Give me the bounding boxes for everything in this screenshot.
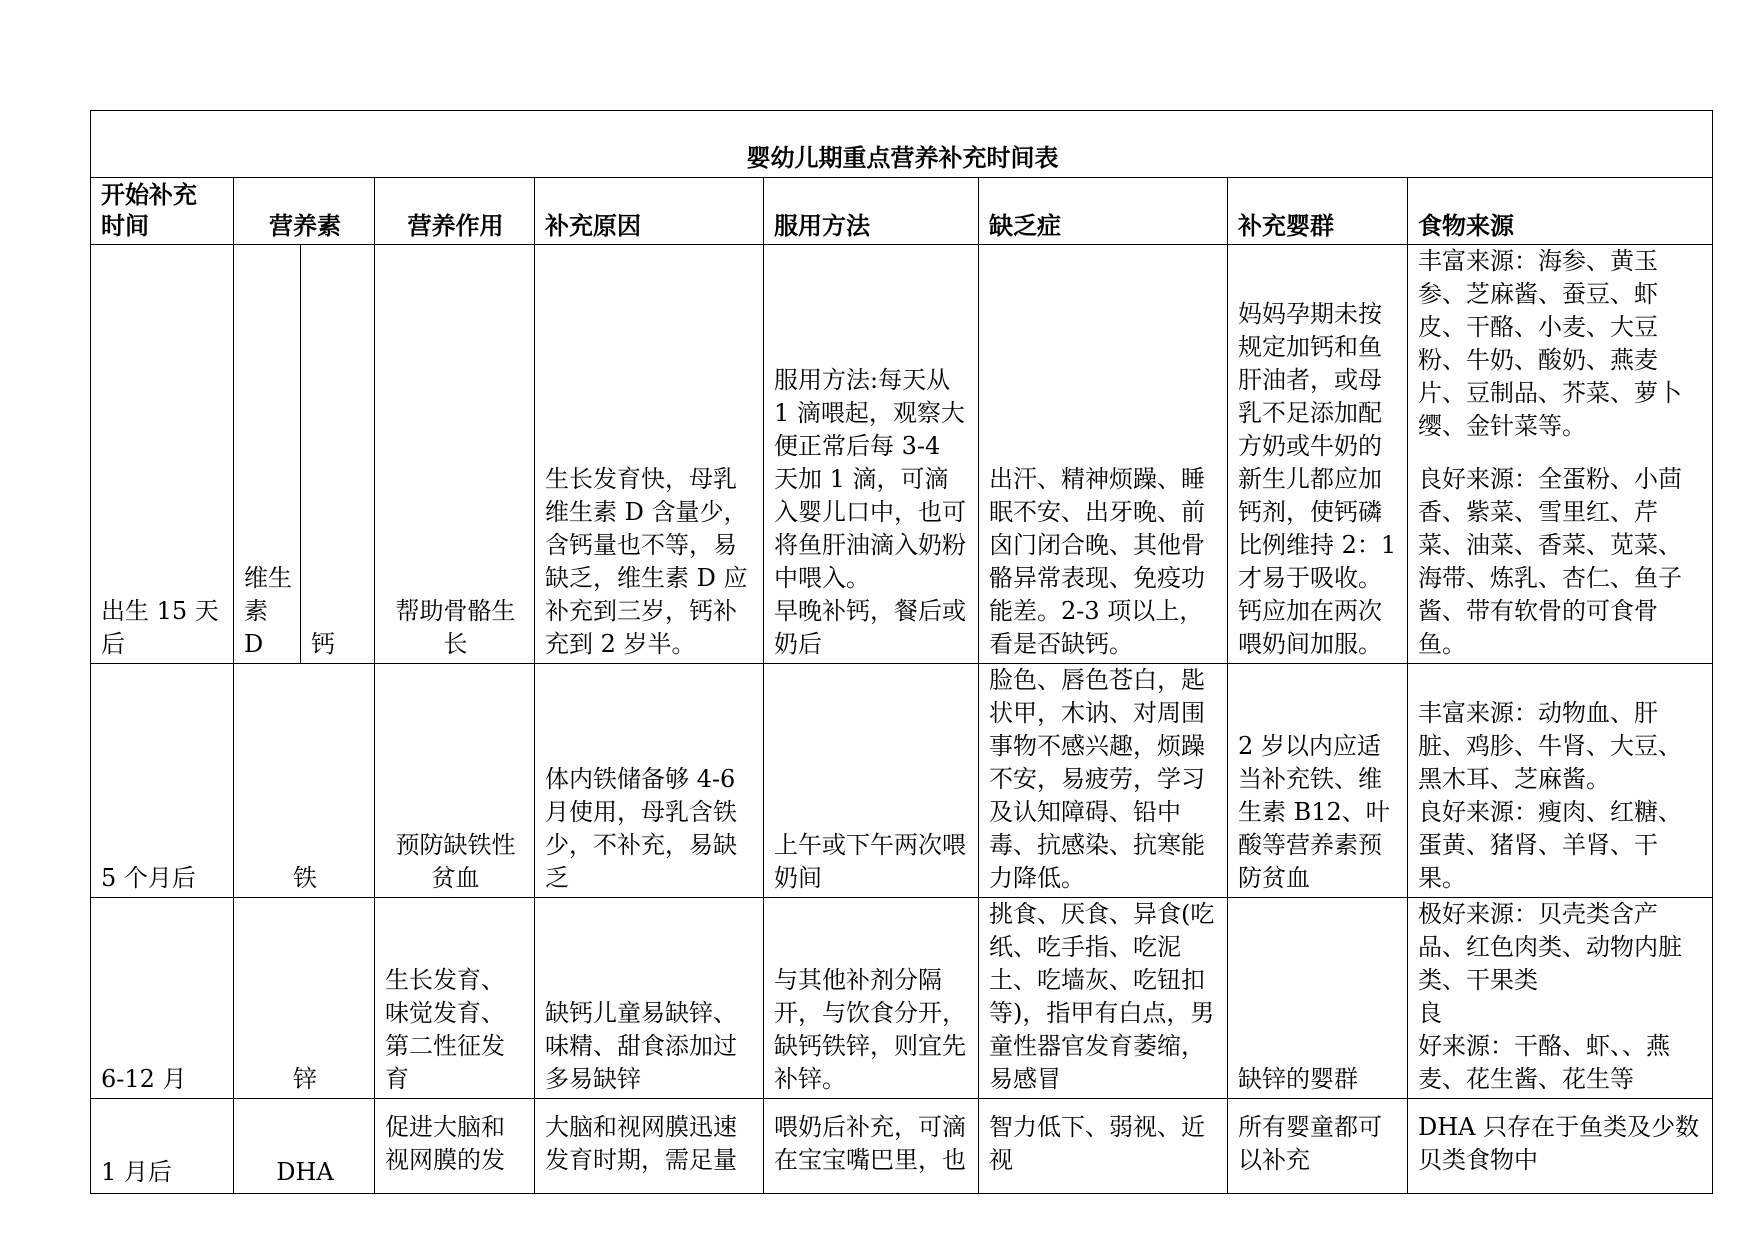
food-source-cell: DHA 只存在于鱼类及少数贝类食物中 bbox=[1408, 1099, 1713, 1194]
reason-cell: 大脑和视网膜迅速发育时期，需足量 bbox=[535, 1099, 764, 1194]
header-reason: 补充原因 bbox=[535, 178, 764, 245]
function-cell: 生长发育、 味觉发育、 第二性征发育 bbox=[375, 898, 535, 1099]
function-cell: 预防缺铁性贫血 bbox=[375, 664, 535, 898]
method-cell: 与其他补剂分隔开，与饮食分开，缺钙铁锌，则宜先补锌。 bbox=[764, 898, 979, 1099]
target-group-cell: 妈妈孕期未按规定加钙和鱼肝油者，或母乳不足添加配方奶或牛奶的新生儿都应加钙剂，使钙磷比例维持 2：1 才易于吸收。钙应加在两次喂奶间加服。 bbox=[1228, 245, 1408, 664]
header-target-group: 补充婴群 bbox=[1228, 178, 1408, 245]
method-cell: 上午或下午两次喂奶间 bbox=[764, 664, 979, 898]
nutrient-cell: 钙 bbox=[301, 245, 375, 664]
food-source-cell: 丰富来源：海参、黄玉参、芝麻酱、蚕豆、虾皮、干酪、小麦、大豆粉、牛奶、酸奶、燕麦片、豆制品、芥菜、萝卜缨、金针菜等。 良好来源：全蛋粉、小茴香、紫菜、雪里红、芹菜、油菜、香菜、苋菜、海带、炼乳、杏仁、鱼子酱、带有软骨的可食骨鱼。 bbox=[1408, 245, 1713, 664]
method-cell: 喂奶后补充，可滴在宝宝嘴巴里，也 bbox=[764, 1099, 979, 1194]
reason-cell: 缺钙儿童易缺锌、味精、甜食添加过多易缺锌 bbox=[535, 898, 764, 1099]
header-nutrient: 营养素 bbox=[234, 178, 375, 245]
deficiency-cell: 脸色、唇色苍白，匙状甲，木讷、对周围事物不感兴趣，烦躁不安，易疲劳，学习及认知障碍、铅中毒、抗感染、抗寒能力降低。 bbox=[979, 664, 1228, 898]
target-group-cell: 2 岁以内应适当补充铁、维生素 B12、叶酸等营养素预防贫血 bbox=[1228, 664, 1408, 898]
table-header-row bbox=[91, 178, 1713, 245]
target-group-cell: 所有婴童都可以补充 bbox=[1228, 1099, 1408, 1194]
table-row bbox=[91, 245, 1713, 664]
header-deficiency: 缺乏症 bbox=[979, 178, 1228, 245]
deficiency-cell: 出汗、精神烦躁、睡眠不安、出牙晚、前囟门闭合晚、其他骨骼异常表现、免疫功能差。2-3 项以上，看是否缺钙。 bbox=[979, 245, 1228, 664]
deficiency-cell: 挑食、厌食、异食(吃纸、吃手指、吃泥土、吃墙灰、吃钮扣等)，指甲有白点，男童性器官发育萎缩，易感冒 bbox=[979, 898, 1228, 1099]
start-time-cell: 出生 15 天后 bbox=[91, 245, 234, 664]
nutrient-cell: 锌 bbox=[234, 898, 375, 1099]
header-start-time: 开始补充 时间 bbox=[91, 178, 234, 245]
function-cell: 帮助骨骼生长 bbox=[375, 245, 535, 664]
start-time-cell: 1 月后 bbox=[91, 1099, 234, 1194]
nutrient-cell: 维生素 D bbox=[234, 245, 301, 664]
header-function: 营养作用 bbox=[375, 178, 535, 245]
deficiency-cell: 智力低下、弱视、近视 bbox=[979, 1099, 1228, 1194]
function-cell: 促进大脑和视网膜的发 bbox=[375, 1099, 535, 1194]
header-method: 服用方法 bbox=[764, 178, 979, 245]
table-row bbox=[91, 1099, 1713, 1194]
method-cell: 服用方法:每天从 1 滴喂起，观察大便正常后每 3-4 天加 1 滴，可滴入婴儿口中，也可将鱼肝油滴入奶粉中喂入。 早晚补钙，餐后或奶后 bbox=[764, 245, 979, 664]
food-source-cell: 极好来源：贝壳类含产品、红色肉类、动物内脏类、干果类 良 好来源：干酪、虾、、燕麦、花生酱、花生等 bbox=[1408, 898, 1713, 1099]
table-title: 婴幼儿期重点营养补充时间表 bbox=[91, 111, 1713, 178]
nutrient-cell: 铁 bbox=[234, 664, 375, 898]
nutrition-schedule-table bbox=[90, 110, 1713, 1194]
header-food-source: 食物来源 bbox=[1408, 178, 1713, 245]
table-row bbox=[91, 664, 1713, 898]
nutrient-cell: DHA bbox=[234, 1099, 375, 1194]
reason-cell: 生长发育快，母乳维生素 D 含量少，含钙量也不等，易缺乏，维生素 D 应补充到三岁，钙补充到 2 岁半。 bbox=[535, 245, 764, 664]
start-time-cell: 5 个月后 bbox=[91, 664, 234, 898]
target-group-cell: 缺锌的婴群 bbox=[1228, 898, 1408, 1099]
food-source-cell: 丰富来源：动物血、肝脏、鸡胗、牛肾、大豆、黑木耳、芝麻酱。 良好来源：瘦肉、红糖、蛋黄、猪肾、羊肾、干果。 bbox=[1408, 664, 1713, 898]
table-row bbox=[91, 898, 1713, 1099]
start-time-cell: 6-12 月 bbox=[91, 898, 234, 1099]
reason-cell: 体内铁储备够 4-6 月使用，母乳含铁少，不补充，易缺乏 bbox=[535, 664, 764, 898]
